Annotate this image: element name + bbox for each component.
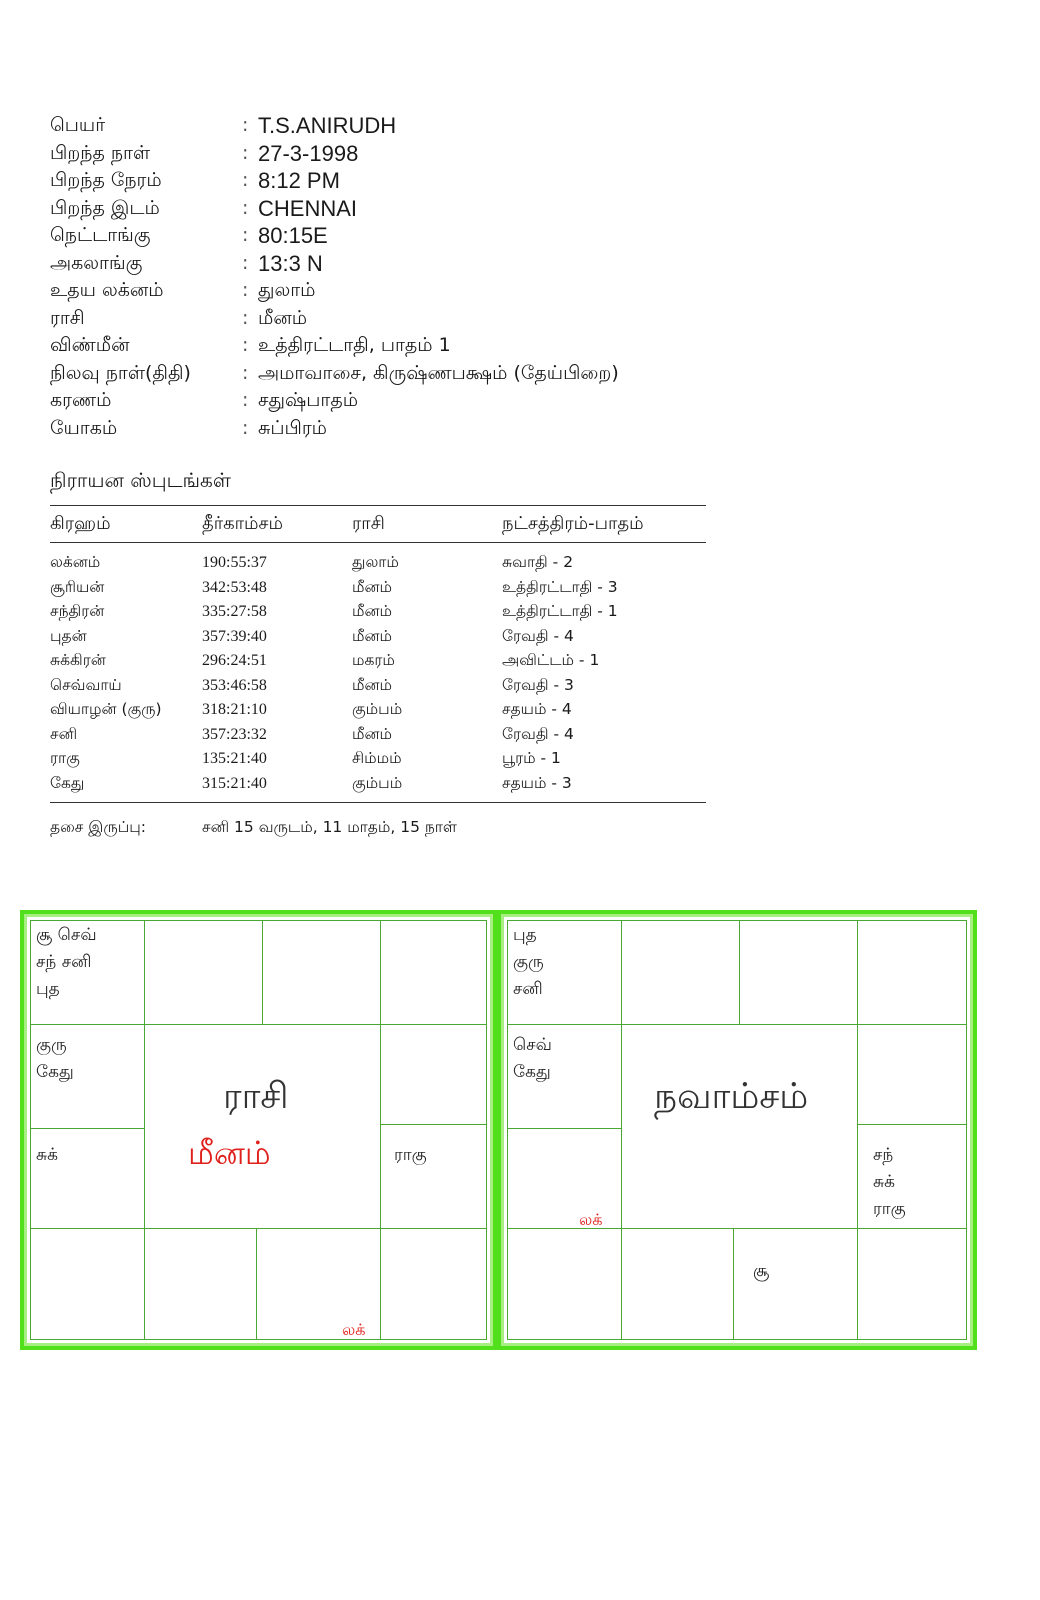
rasi-pisces-planets: சூ செவ் சந் சனி புத: [36, 925, 97, 999]
detail-label: யோகம்: [50, 416, 118, 439]
detail-value: துலாம்: [258, 279, 316, 301]
planet-cell: செவ்வாய்: [50, 675, 122, 694]
detail-colon: :: [242, 196, 249, 219]
navamsa-pisces-planets: புத குரு சனி: [513, 925, 544, 999]
navamsa-libra-planets: சூ: [753, 1261, 770, 1281]
detail-colon: :: [242, 141, 249, 164]
detail-label: ராசி: [50, 306, 85, 329]
planet-cell: சூரியன்: [50, 577, 105, 596]
navamsa-house-sagittarius: [507, 1228, 622, 1340]
planet-cell: வியாழன் (குரு): [50, 700, 162, 719]
longitude-cell: 315:21:40: [202, 772, 352, 803]
detail-colon: :: [242, 416, 249, 439]
rasi-house-scorpio: [144, 1228, 257, 1340]
rasi-cell: சிம்மம்: [352, 749, 402, 768]
detail-label: பெயர்: [50, 114, 106, 136]
navamsa-chart-title: நவாம்சம்: [654, 1076, 809, 1117]
rasi-lagna-mark: லக்: [342, 1320, 366, 1339]
rasi-cell: மீனம்: [352, 577, 393, 596]
rasi-aquarius-planets: குரு கேது: [36, 1035, 74, 1082]
star-cell: ரேவதி - 3: [502, 675, 574, 694]
planet-cell: லக்னம்: [50, 553, 101, 572]
table-row: [50, 649, 706, 674]
star-cell: சுவாதி - 2: [502, 553, 574, 572]
navamsa-house-scorpio: [621, 1228, 734, 1340]
rasi-center: [144, 1024, 381, 1229]
table-row: [50, 698, 706, 723]
detail-colon: :: [242, 279, 249, 301]
col-header-longitude: தீர்காம்சம்: [202, 506, 352, 543]
detail-colon: :: [242, 114, 249, 136]
longitude-cell: 342:53:48: [202, 578, 267, 596]
col-header-planet: கிரஹம்: [50, 506, 202, 543]
col-header-star: நட்சத்திரம்-பாதம்: [502, 506, 706, 543]
navamsa-house-capricorn: [507, 1128, 622, 1229]
detail-value: 8:12 PM: [258, 168, 340, 193]
navamsa-center: [621, 1024, 858, 1229]
detail-label: பிறந்த இடம்: [50, 196, 160, 219]
rasi-house-sagittarius: [30, 1228, 145, 1340]
detail-label: அகலாங்கு: [50, 251, 143, 274]
rasi-cell: மீனம்: [352, 602, 393, 621]
detail-colon: :: [242, 389, 249, 411]
longitude-cell: 353:46:58: [202, 676, 267, 694]
table-header-row: [50, 506, 706, 543]
table-row: [50, 723, 706, 748]
navamsa-house-cancer: [857, 1024, 967, 1125]
detail-label: பிறந்த நேரம்: [50, 169, 162, 191]
rasi-cell: கும்பம்: [352, 700, 403, 719]
planet-cell: சுக்கிரன்: [50, 651, 106, 670]
planet-cell: ராகு: [50, 749, 80, 768]
rasi-cell: மகரம்: [352, 651, 395, 670]
navamsa-house-virgo: [857, 1228, 967, 1340]
rasi-cell: துலாம்: [352, 553, 399, 572]
section-title: நிராயன ஸ்புடங்கள்: [50, 468, 231, 492]
detail-colon: :: [242, 169, 249, 191]
detail-value: T.S.ANIRUDH: [258, 113, 397, 138]
detail-value: சதுஷ்பாதம்: [258, 389, 358, 411]
rasi-house-gemini: [380, 920, 487, 1025]
detail-colon: :: [242, 306, 249, 329]
rasi-house-cancer: [380, 1024, 487, 1125]
navamsa-cancer-planets: சந் சுக் ராகு: [873, 1145, 906, 1219]
navamsa-house-taurus: [739, 920, 858, 1025]
table-row: [50, 772, 706, 803]
detail-value: 80:15E: [258, 223, 328, 248]
longitude-cell: 135:21:40: [202, 750, 267, 768]
navamsa-house-gemini: [857, 920, 967, 1025]
detail-label: நெட்டாங்கு: [50, 224, 151, 246]
rasi-chart: [20, 910, 497, 1350]
star-cell: உத்திரட்டாதி - 1: [502, 602, 618, 621]
star-cell: ரேவதி - 4: [502, 724, 574, 743]
rasi-capricorn-planets: சுக்: [36, 1145, 58, 1165]
navamsa-house-aries: [621, 920, 740, 1025]
detail-colon: :: [242, 224, 249, 246]
detail-colon: :: [242, 361, 249, 384]
table-row: [50, 674, 706, 699]
rasi-cell: கும்பம்: [352, 772, 502, 803]
detail-value: உத்திரட்டாதி, பாதம் 1: [258, 334, 451, 356]
detail-value: அமாவாசை, கிருஷ்ணபக்ஷம் (தேய்பிறை): [258, 361, 619, 384]
dasa-label: தசை இருப்பு:: [50, 818, 147, 836]
table-row: [50, 747, 706, 772]
longitude-cell: 190:55:37: [202, 554, 267, 572]
longitude-cell: 335:27:58: [202, 603, 267, 621]
planet-cell: சனி: [50, 724, 78, 743]
detail-label: உதய லக்னம்: [50, 279, 164, 301]
rasi-house-leo: [380, 1124, 487, 1229]
detail-label: நிலவு நாள்(திதி): [50, 361, 191, 384]
star-cell: உத்திரட்டாதி - 3: [502, 577, 618, 596]
planet-cell: கேது: [50, 772, 202, 803]
rasi-house-taurus: [262, 920, 381, 1025]
star-cell: சதயம் - 4: [502, 700, 572, 719]
detail-value: சுப்பிரம்: [258, 416, 327, 439]
dasa-value: சனி 15 வருடம், 11 மாதம், 15 நாள்: [202, 818, 457, 836]
planet-cell: புதன்: [50, 626, 87, 645]
rasi-leo-planets: ராகு: [394, 1145, 427, 1165]
col-header-rasi: ராசி: [352, 506, 502, 543]
table-row: [50, 576, 706, 601]
planet-table: [50, 505, 706, 803]
star-cell: பூரம் - 1: [502, 749, 561, 768]
detail-value: மீனம்: [258, 306, 308, 329]
navamsa-house-libra: [733, 1228, 858, 1340]
star-cell: அவிட்டம் - 1: [502, 651, 600, 670]
navamsa-chart: [497, 910, 977, 1350]
table-row: [50, 625, 706, 650]
star-cell: சதயம் - 3: [502, 772, 706, 803]
rasi-cell: மீனம்: [352, 724, 393, 743]
detail-value: 27-3-1998: [258, 140, 359, 166]
dasa-balance: [50, 818, 457, 838]
detail-colon: :: [242, 334, 249, 356]
detail-label: பிறந்த நாள்: [50, 141, 151, 164]
navamsa-aquarius-planets: செவ் கேது: [513, 1035, 552, 1082]
longitude-cell: 318:21:10: [202, 701, 267, 719]
rasi-chart-sign: மீனம்: [188, 1134, 271, 1172]
detail-colon: :: [242, 251, 249, 274]
rasi-house-aries: [144, 920, 263, 1025]
rasi-cell: மீனம்: [352, 626, 393, 645]
detail-label: விண்மீன்: [50, 334, 130, 356]
longitude-cell: 296:24:51: [202, 652, 267, 670]
longitude-cell: 357:23:32: [202, 725, 267, 743]
rasi-chart-title: ராசி: [223, 1076, 289, 1117]
detail-value: 13:3 N: [258, 250, 323, 276]
longitude-cell: 357:39:40: [202, 627, 267, 645]
table-row: [50, 600, 706, 625]
table-row: [50, 543, 706, 576]
rasi-cell: மீனம்: [352, 675, 393, 694]
star-cell: ரேவதி - 4: [502, 626, 574, 645]
rasi-house-virgo: [380, 1228, 487, 1340]
detail-label: கரணம்: [50, 389, 112, 411]
detail-value: CHENNAI: [258, 195, 358, 221]
planet-cell: சந்திரன்: [50, 602, 105, 621]
navamsa-lagna-mark: லக்: [579, 1210, 603, 1229]
